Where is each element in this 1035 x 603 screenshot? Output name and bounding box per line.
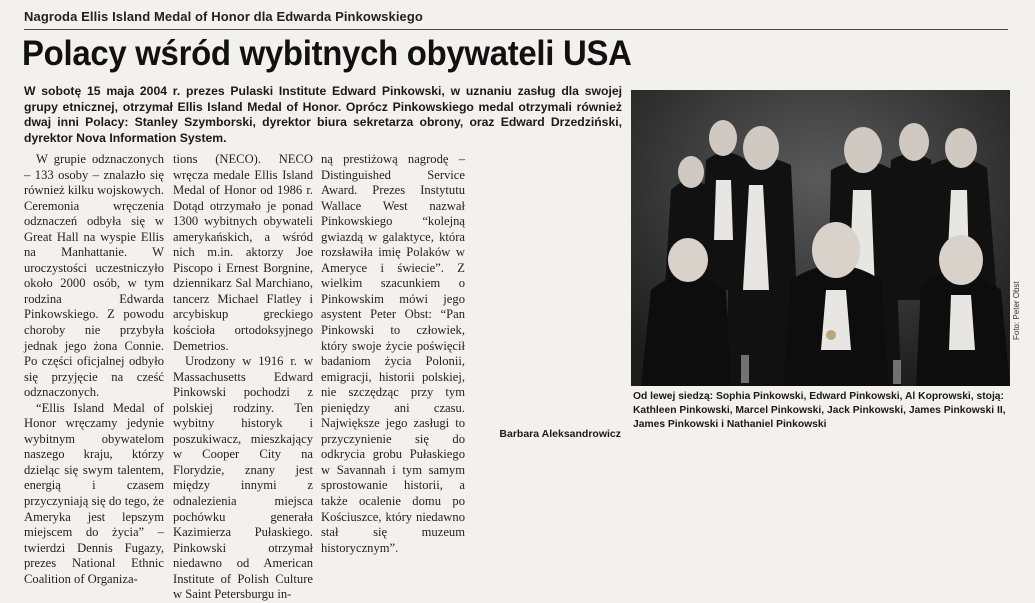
group-photo	[631, 90, 1010, 386]
paragraph: W grupie odznaczonych – 133 osoby – znalazło się również kilku wojskowych. Ceremonia wręczenia odznaczeń odbyła się w Great Hall na wyspie Ellis na Manhattanie. W uroczystości uczestniczyło około 2000 osób, w tym rodzina Edwarda Pinkowskiego. Z powodu choroby nie przybyła jednak jego żona Connie. Po części oficjalnej odbyło się przyjęcie na cześć odznaczonych.	[24, 152, 164, 400]
lead-paragraph: W sobotę 15 maja 2004 r. prezes Pulaski Institute Edward Pinkowski, w uznaniu zasług dla swojej grupy etnicznej, otrzymał Ellis Island Medal of Honor. Oprócz Pinkowskiego medal otrzymali również dwaj inni Polacy: Stanley Szymborski, dyrektor biura sekretarza obrony, oraz Edward Drzedziński, dyrektor Nova Information System.	[24, 84, 622, 145]
text-column-1	[24, 152, 164, 587]
paragraph: Urodzony w 1916 r. w Massachusetts Edward Pinkowski pochodzi z polskiej rodziny. Ten wybitny historyk i poszukiwacz, mieszkający w Cooper City na Florydzie, znany jest między innymi z odnalezienia miejsca pochówku generała Kazimierza Pułaskiego. Pinkowski otrzymał niedawno od American Institute of Polish Culture w Saint Petersburgu in-	[173, 354, 313, 602]
photo-credit: Foto: Peter Obst	[1012, 281, 1021, 340]
medal-icon	[826, 330, 836, 340]
text-column-3	[321, 152, 465, 556]
kicker: Nagroda Ellis Island Medal of Honor dla Edwarda Pinkowskiego	[24, 9, 423, 24]
top-rule	[24, 29, 1008, 30]
paragraph: ną prestiżową nagrodę – Distinguished Service Award. Prezes Instytutu Wallace West nazwał Pinkowskiego “kolejną gwiazdą w galaktyce, która rozsławiła imię Polaków w Ameryce i świecie”. Z wielkim szacunkiem o Pinkowskim mówi jego asystent Peter Obst: “Pan Pinkowski to człowiek, który swoje życie poświęcił badaniom życia Polonii, emigracji, historii polskiej, nie szczędząc przy tym pieniędzy ani czasu. Największe jego zasługi to przyczynienie się do odkrycia grobu Pułaskiego w Savannah i tym samym sprostowanie historii, a także ocalenie domu po Kościuszce, który niedawno stał się muzeum historycznym”.	[321, 152, 465, 555]
headline: Polacy wśród wybitnych obywateli USA	[22, 34, 632, 73]
photo-caption: Od lewej siedzą: Sophia Pinkowski, Edward Pinkowski, Al Koprowski, stoją: Kathleen Pinkowski, Marcel Pinkowski, Jack Pinkowski, James Pinkowski II, James Pinkowski i Nathaniel Pinkowski	[633, 391, 1006, 431]
group-photo-illustration	[631, 90, 1010, 386]
byline: Barbara Aleksandrowicz	[499, 428, 621, 440]
paragraph: “Ellis Island Medal of Honor wręczamy jedynie wybitnym obywatelom naszego kraju, którzy dzieląc się swym talentem, energią i czasem przyczyniają się do tego, że Ameryka jest lepszym miejscem do życia” – twierdzi Dennis Fugazy, prezes National Ethnic Coalition of Organiza-	[24, 400, 164, 586]
paragraph: tions (NECO). NECO wręcza medale Ellis Island Medal of Honor od 1986 r. Dotąd otrzymało je ponad 1300 wybitnych obywateli amerykańskich, a wśród nich m.in. aktorzy Joe Piscopo i Ernest Borgnine, dziennikarz Sal Marchiano, tancerz Michael Flatley i arcybiskup greckiego kościoła ortodoksyjnego Demetrios.	[173, 152, 313, 353]
text-column-2	[173, 152, 313, 603]
